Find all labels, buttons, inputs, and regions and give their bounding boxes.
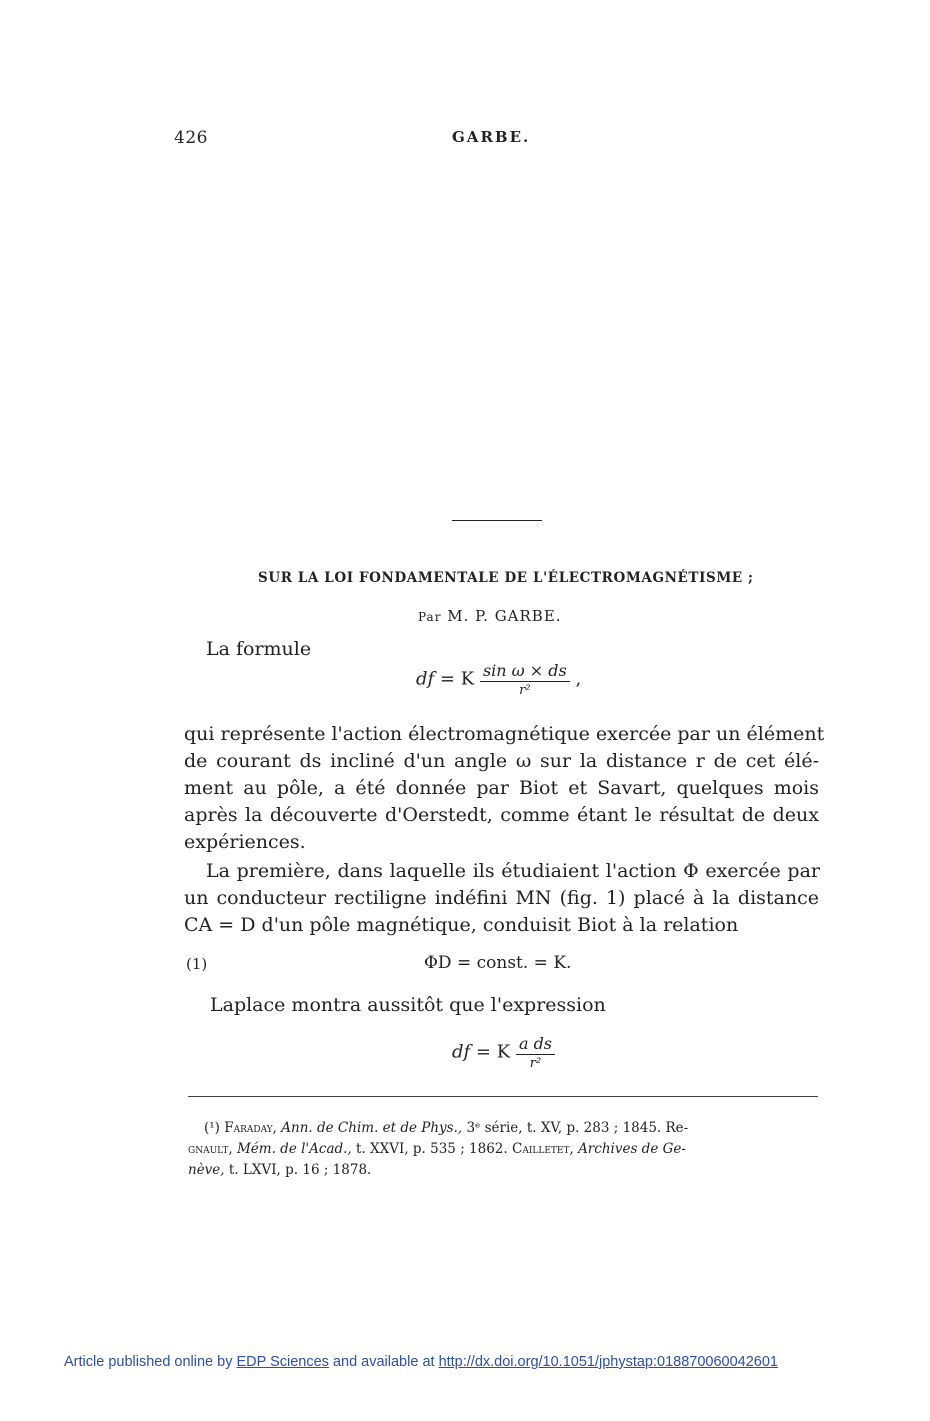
equation-1: ΦD = const. = K. bbox=[424, 953, 572, 973]
formula-coefficient: K bbox=[460, 668, 475, 690]
footnote-journal: Mém. de l'Acad., bbox=[236, 1141, 352, 1157]
section-separator bbox=[452, 520, 542, 521]
footnote-author: Faraday, bbox=[224, 1120, 277, 1136]
footnote-ref: t. XXVI, p. 535 ; 1862. bbox=[356, 1141, 508, 1157]
running-head: GARBE. bbox=[452, 128, 531, 146]
formula-laplace bbox=[452, 1034, 555, 1071]
paragraph-line: Laplace montra aussitôt que l'expression bbox=[210, 994, 606, 1016]
paragraph-line: après la découverte d'Oerstedt, comme étant le résultat de deux bbox=[184, 804, 819, 826]
article-title: SUR LA LOI FONDAMENTALE DE L'ÉLECTROMAGNÉTISME ; bbox=[258, 570, 754, 586]
footnote-ref: t. LXVI, p. 16 ; 1878. bbox=[228, 1162, 372, 1178]
publisher-link[interactable]: EDP Sciences bbox=[236, 1354, 329, 1370]
paragraph-line: CA = D d'un pôle magnétique, conduisit Biot à la relation bbox=[184, 914, 739, 936]
author-line bbox=[418, 607, 562, 625]
paragraph-line: de courant ds incliné d'un angle ω sur la distance r de cet élé- bbox=[184, 750, 819, 772]
formula-biot-savart bbox=[416, 661, 581, 698]
equation-number: (1) bbox=[186, 955, 208, 973]
formula-numerator: a ds bbox=[516, 1034, 555, 1055]
formula-fraction bbox=[480, 661, 570, 698]
footnote-author: gnault, bbox=[188, 1141, 233, 1157]
footnote-line bbox=[188, 1139, 824, 1160]
formula-numerator: sin ω × ds bbox=[480, 661, 570, 682]
formula-lhs: df bbox=[416, 668, 435, 690]
publication-notice bbox=[64, 1354, 778, 1370]
paragraph-line: qui représente l'action électromagnétique exercée par un élément bbox=[184, 723, 825, 745]
formula-comma: , bbox=[575, 668, 582, 690]
footnote-journal: Archives de Ge- bbox=[578, 1141, 686, 1157]
formula-denominator: r² bbox=[519, 683, 531, 698]
formula-equals: = bbox=[439, 668, 456, 690]
doi-link[interactable]: http://dx.doi.org/10.1051/jphystap:018870060042601 bbox=[438, 1354, 778, 1370]
footnote-ref: 3ᵉ série, t. XV, p. 283 ; 1845. Re- bbox=[466, 1120, 689, 1136]
notice-middle: and available at bbox=[332, 1354, 435, 1370]
footnote-line bbox=[204, 1118, 822, 1139]
paragraph-line: La première, dans laquelle ils étudiaient l'action Φ exercée par bbox=[206, 860, 820, 882]
paragraph-line: un conducteur rectiligne indéfini MN (fig. 1) placé à la distance bbox=[184, 887, 819, 909]
footnote-journal: nève, bbox=[188, 1162, 225, 1178]
intro-text: La formule bbox=[206, 638, 312, 660]
author-name: M. P. GARBE. bbox=[447, 607, 562, 625]
formula-fraction bbox=[516, 1034, 555, 1071]
formula-lhs: df bbox=[452, 1041, 471, 1063]
footnote-marker: (¹) bbox=[204, 1120, 220, 1136]
footnote-rule bbox=[188, 1096, 818, 1097]
paragraph-line: ment au pôle, a été donnée par Biot et Savart, quelques mois bbox=[184, 777, 819, 799]
author-prefix: Par bbox=[418, 610, 442, 624]
footnote-journal: Ann. de Chim. et de Phys., bbox=[281, 1120, 463, 1136]
page-number: 426 bbox=[174, 128, 208, 148]
paragraph-line: expériences. bbox=[184, 831, 306, 853]
footnote-line bbox=[188, 1160, 824, 1181]
formula-coefficient: K bbox=[496, 1041, 511, 1063]
formula-equals: = bbox=[475, 1041, 492, 1063]
formula-denominator: r² bbox=[529, 1056, 542, 1071]
notice-prefix: Article published online by bbox=[64, 1354, 233, 1370]
footnote-author: Cailletet, bbox=[511, 1141, 574, 1157]
